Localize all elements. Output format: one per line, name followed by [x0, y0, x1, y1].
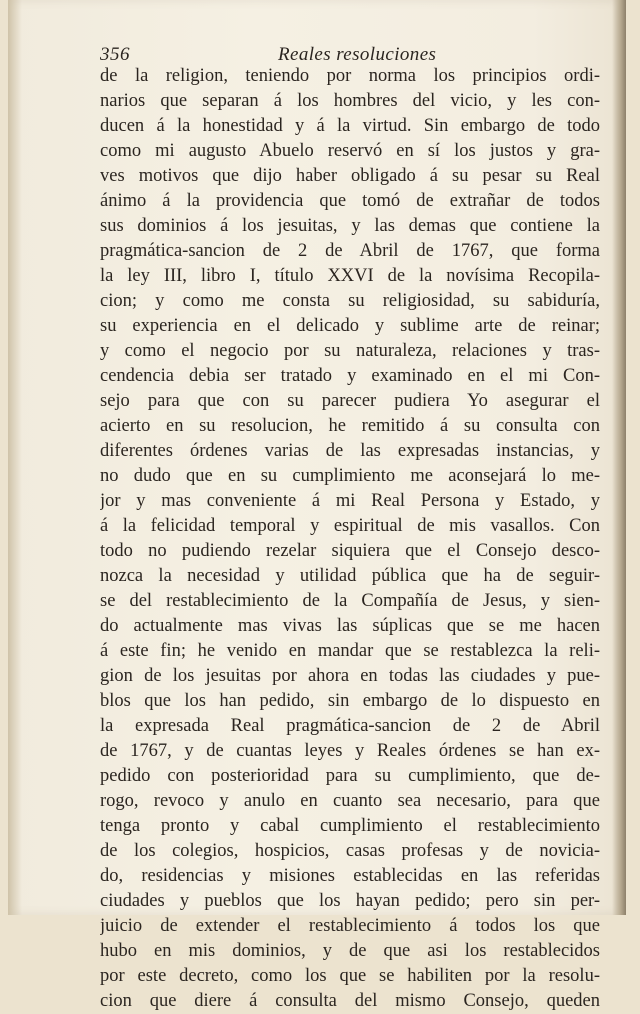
text-line: tenga pronto y cabal cumplimiento el restablecimiento [100, 816, 600, 836]
text-line: se del restablecimiento de la Compañía de Jesus, y sien- [100, 591, 600, 611]
text-line: de los colegios, hospicios, casas profesas y de novicia- [100, 841, 600, 861]
text-line: do, residencias y misiones establecidas en las referidas [100, 866, 600, 886]
text-line: y como el negocio por su naturaleza, relaciones y tras- [100, 341, 600, 361]
text-line: ciudades y pueblos que los hayan pedido; pero sin per- [100, 891, 600, 911]
text-line: acierto en su resolucion, he remitido á su consulta con [100, 416, 600, 436]
body-text [100, 64, 600, 1014]
text-line: todo no pudiendo rezelar siquiera que el Consejo desco- [100, 541, 600, 561]
spine-shadow [8, 0, 22, 915]
text-line: sus dominios á los jesuitas, y las demas que contiene la [100, 216, 600, 236]
text-line: cendencia debia ser tratado y examinado en el mi Con- [100, 366, 600, 386]
text-line: de 1767, y de cuantas leyes y Reales órdenes se han ex- [100, 741, 600, 761]
text-line: su experiencia en el delicado y sublime arte de reinar; [100, 316, 600, 336]
text-line: pragmática-sancion de 2 de Abril de 1767, que forma [100, 241, 600, 261]
page-edge [612, 0, 626, 915]
text-line: ánimo á la providencia que tomó de extrañar de todos [100, 191, 600, 211]
text-line: la expresada Real pragmática-sancion de 2 de Abril [100, 716, 600, 736]
text-line: do actualmente mas vivas las súplicas que se me hacen [100, 616, 600, 636]
text-line: juicio de extender el restablecimiento á todos los que [100, 916, 600, 936]
text-line: jor y mas conveniente á mi Real Persona y Estado, y [100, 491, 600, 511]
text-line: de la religion, teniendo por norma los principios ordi- [100, 66, 600, 86]
text-line: rogo, revoco y anulo en cuanto sea necesario, para que [100, 791, 600, 811]
text-line: sejo para que con su parecer pudiera Yo asegurar el [100, 391, 600, 411]
text-line: pedido con posterioridad para su cumplimiento, que de- [100, 766, 600, 786]
text-line: ves motivos que dijo haber obligado á su pesar su Real [100, 166, 600, 186]
text-line: cion que diere á consulta del mismo Consejo, queden [100, 991, 600, 1011]
text-line: ducen á la honestidad y á la virtud. Sin embargo de todo [100, 116, 600, 136]
text-line: blos que los han pedido, sin embargo de lo dispuesto en [100, 691, 600, 711]
text-line: á este fin; he venido en mandar que se restablezca la reli- [100, 641, 600, 661]
text-line: como mi augusto Abuelo reservó en sí los justos y gra- [100, 141, 600, 161]
text-line: nozca la necesidad y utilidad pública que ha de seguir- [100, 566, 600, 586]
text-line: diferentes órdenes varias de las expresadas instancias, y [100, 441, 600, 461]
page-number: 356 [100, 44, 130, 65]
running-head: Reales resoluciones [278, 44, 437, 65]
text-line: la ley III, libro I, título XXVI de la novísima Recopila- [100, 266, 600, 286]
text-line: hubo en mis dominios, y de que asi los restablecidos [100, 941, 600, 961]
text-line: á la felicidad temporal y espiritual de mis vasallos. Con [100, 516, 600, 536]
text-line: narios que separan á los hombres del vicio, y les con- [100, 91, 600, 111]
text-line: por este decreto, como los que se habiliten por la resolu- [100, 966, 600, 986]
text-line: gion de los jesuitas por ahora en todas las ciudades y pue- [100, 666, 600, 686]
text-line: cion; y como me consta su religiosidad, su sabiduría, [100, 291, 600, 311]
text-line: no dudo que en su cumplimiento me aconsejará lo me- [100, 466, 600, 486]
